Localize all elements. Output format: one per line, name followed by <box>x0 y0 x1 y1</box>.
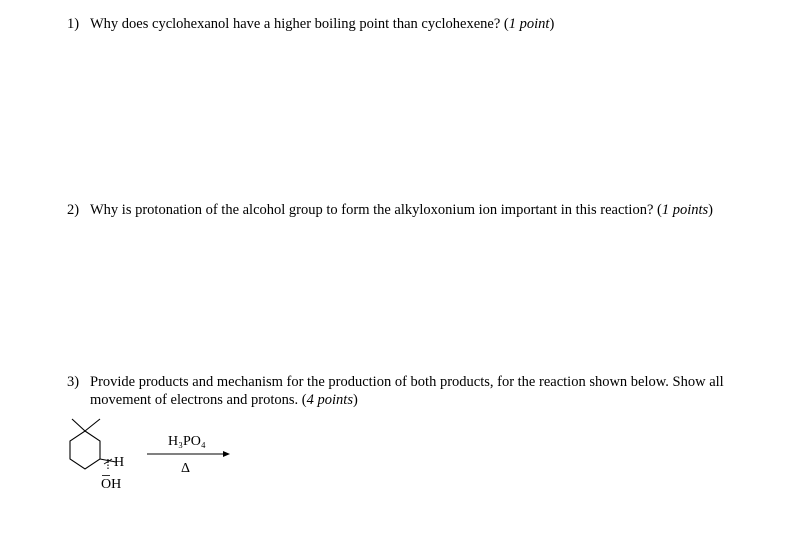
question-2-text: Why is protonation of the alcohol group to form the alkyloxonium ion important in this reaction? (1 points) <box>90 202 714 218</box>
hydrogen-label: H <box>114 455 125 470</box>
question-1-points: 1 point <box>508 16 550 32</box>
reaction-arrow-head <box>223 451 230 457</box>
hydroxyl-label: OH <box>101 477 122 492</box>
question-3-text: Provide products and mechanism for the production of both products, for the reaction shown below. Show all movement of electrons and protons. (4 points) <box>90 374 724 408</box>
question-3-points: 4 points <box>306 392 353 408</box>
question-3-number: 3) <box>67 374 80 390</box>
question-2-points: 1 points <box>661 202 709 218</box>
reaction-svg <box>60 415 260 495</box>
reaction-scheme <box>60 415 260 500</box>
question-1-text: Why does cyclohexanol have a higher boiling point than cyclohexene? (1 point) <box>90 16 555 32</box>
cyclohexane-ring <box>70 431 100 469</box>
heat-symbol: Δ <box>181 461 191 476</box>
methyl-bond-left <box>72 419 85 431</box>
reagent-label: H₃PO₄ <box>168 434 206 449</box>
cyclohexanol-structure <box>70 419 116 469</box>
question-2-number: 2) <box>67 202 80 218</box>
question-1-number: 1) <box>67 16 80 32</box>
methyl-bond-right <box>85 419 100 431</box>
